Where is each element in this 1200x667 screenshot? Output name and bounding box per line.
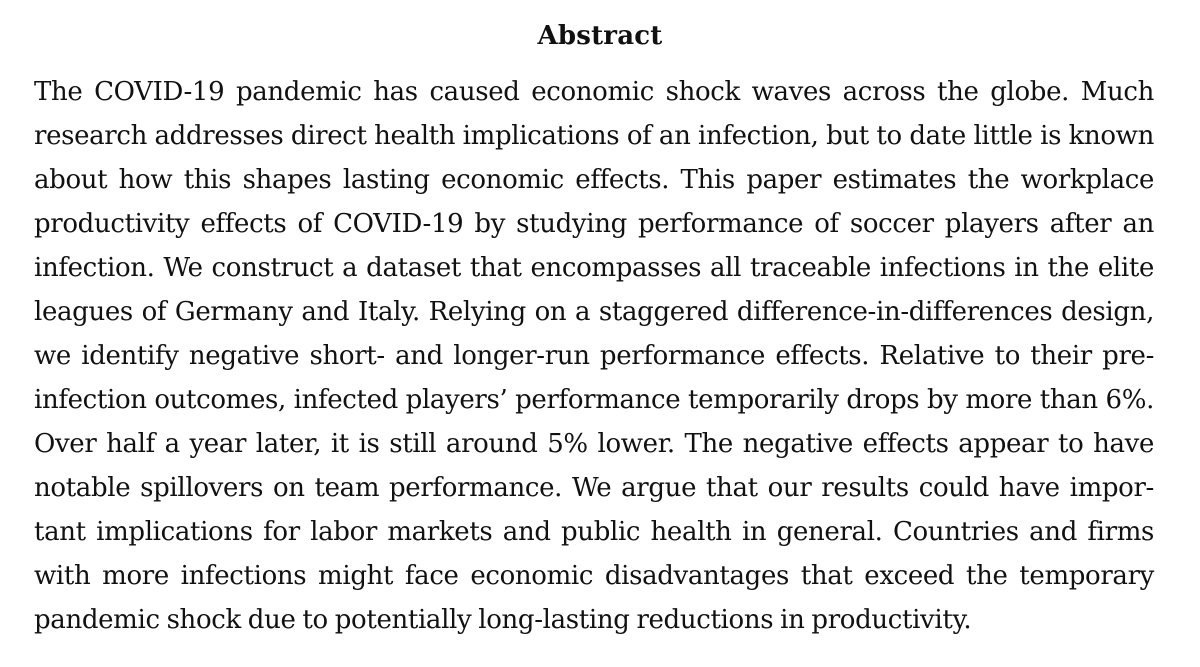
abstract-line: research addresses direct health implications of an infection, but to date little is known [34, 121, 1154, 151]
abstract-line: tant implications for labor markets and public health in general. Countries and firms [34, 517, 1154, 547]
abstract-line: with more infections might face economic disadvantages that exceed the temporary [34, 561, 1154, 591]
abstract-line: notable spillovers on team performance. We argue that our results could have impor- [34, 473, 1154, 503]
abstract-line: about how this shapes lasting economic effects. This paper estimates the workplace [34, 165, 1154, 195]
abstract-line: we identify negative short- and longer-run performance effects. Relative to their pre- [34, 341, 1154, 371]
abstract-line: The COVID-19 pandemic has caused economic shock waves across the globe. Much [34, 77, 1154, 107]
abstract-body [34, 70, 1154, 642]
abstract-line: Over half a year later, it is still around 5% lower. The negative effects appear to have [34, 429, 1154, 459]
abstract-line: leagues of Germany and Italy. Relying on a staggered difference-in-differences design, [34, 297, 1154, 327]
abstract-line: infection. We construct a dataset that encompasses all traceable infections in the elite [34, 253, 1154, 283]
abstract-heading: Abstract [537, 21, 663, 51]
abstract-line: productivity effects of COVID-19 by studying performance of soccer players after an [34, 209, 1154, 239]
abstract-line: pandemic shock due to potentially long-lasting reductions in productivity. [34, 605, 972, 635]
abstract-line: infection outcomes, infected players’ performance temporarily drops by more than 6%. [34, 385, 1154, 415]
